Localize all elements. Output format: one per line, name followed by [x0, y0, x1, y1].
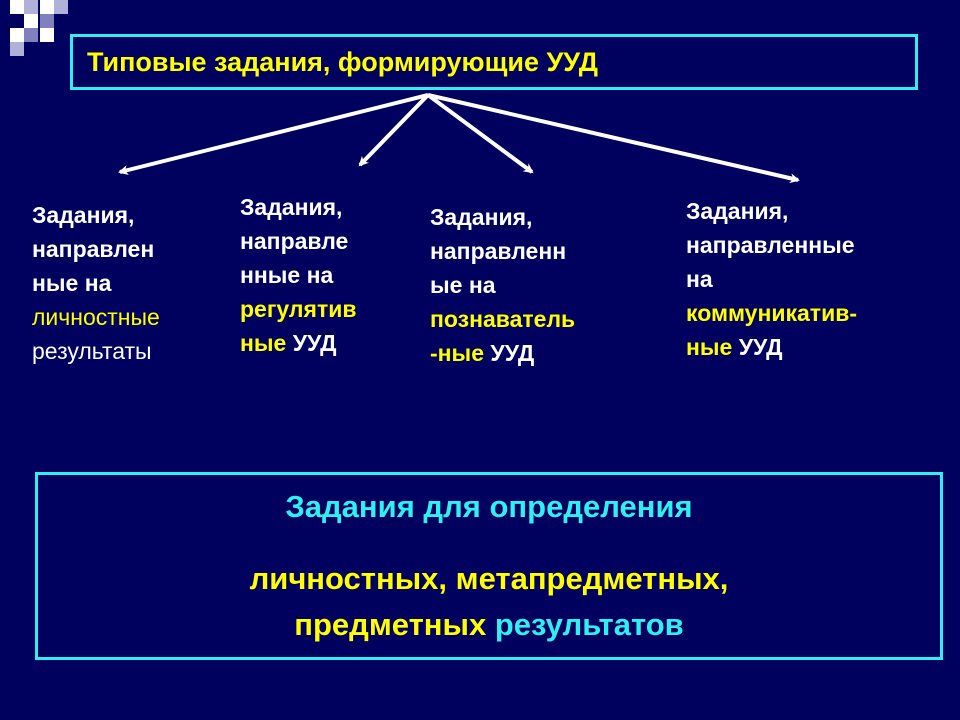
- arrow-to-personal: [120, 95, 428, 172]
- summary-line-3: предметных результатов: [294, 607, 684, 642]
- column-communicative: Задания, направленные на коммуникатив- ные УУД: [686, 198, 858, 360]
- column-cognitive: Задания, направленн ые на познаватель -ные УУД: [430, 204, 576, 366]
- summary-line-2: личностных, метапредметных,: [249, 561, 729, 596]
- diagram-title: Типовые задания, формирующие УУД: [87, 47, 598, 77]
- column-regulative: Задания, направле нные на регулятив ные УУД: [240, 194, 357, 356]
- column-personal: Задания, направлен ные на личностные результаты: [32, 202, 160, 364]
- summary-box: [35, 472, 943, 660]
- summary-line-1: Задания для определения: [285, 489, 693, 524]
